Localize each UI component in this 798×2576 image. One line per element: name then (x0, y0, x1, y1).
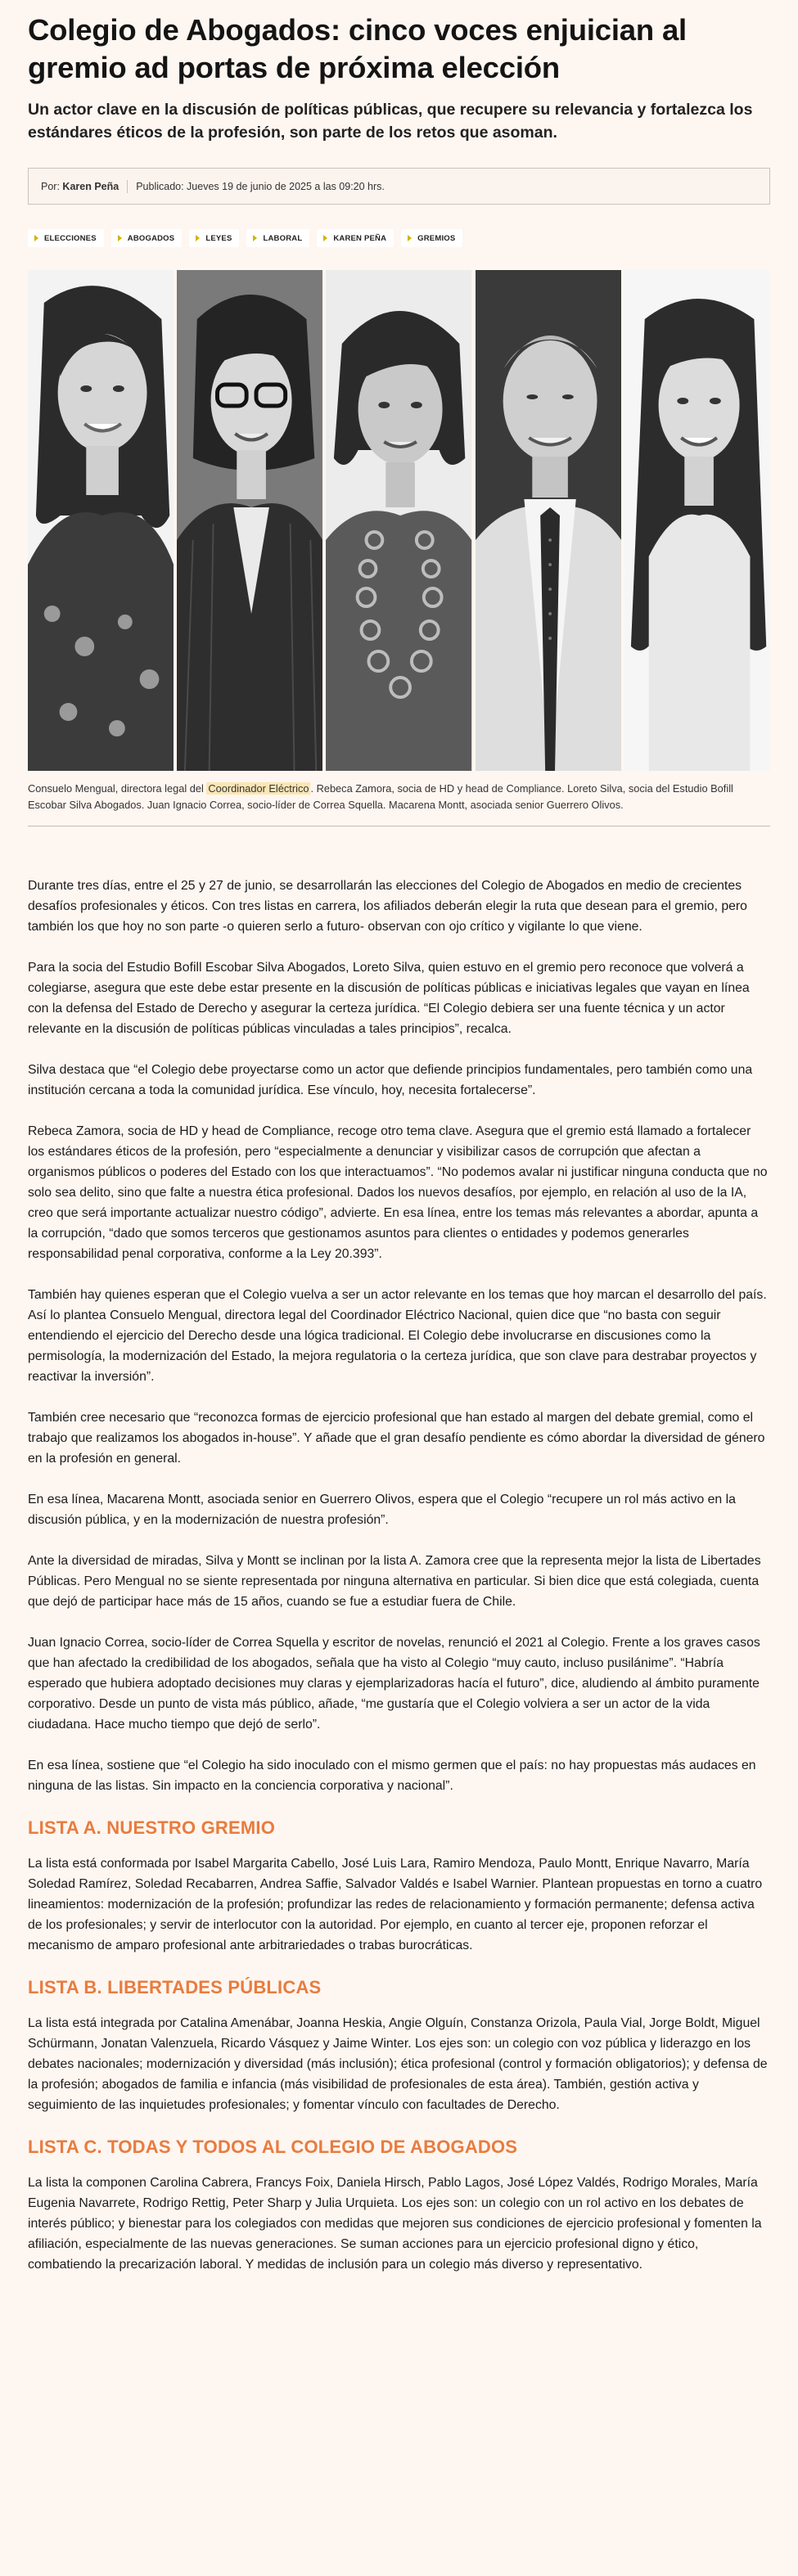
article-body (28, 876, 770, 2275)
portrait-4-image (476, 270, 621, 771)
section-text-lista-b: La lista está integrada por Catalina Amenábar, Joanna Heskia, Angie Olguín, Constanza Orizola, Paula Vial, Jorge Boldt, Miguel Schürmann, Jonatan Valenzuela, Ricardo Vásquez y Jaime Winter. Los ejes son: un colegio con voz pública y liderazgo en los debates nacionales; modernización y diversidad (más inclusión); ética profesional (control y formación obligatorios); y defensa de la profesión; abogados de familia e infancia (más visibilidad de profesionales de esta área). También, gestión activa y seguimiento de las inquietudes profesionales; y fomentar vínculo con facultades de Derecho. (28, 2016, 768, 2112)
portrait-3-image (326, 270, 471, 771)
article-lead: Un actor clave en la discusión de políticas públicas, que recupere su relevancia y fortalezca los estándares éticos de la profesión, son parte de los retos que asoman. (28, 101, 753, 142)
photo-caption: Consuelo Mengual, directora legal del Coordinador Eléctrico . Rebeca Zamora, socia de HD y head de Compliance. Loreto Silva, socia del Estudio Bofill Escobar Silva Abogados. Juan Ignacio Correa, socio-líder de Correa Squella. Macarena Montt, asociada senior Guerrero Olivos. (28, 782, 733, 811)
tag-gremios[interactable]: GREMIOS (401, 229, 462, 247)
portrait-5-image (624, 270, 770, 771)
paragraph: También hay quienes esperan que el Colegio vuelva a ser un actor relevante en los temas que hoy marcan el desarrollo del país. Así lo plantea Consuelo Mengual, directora legal del Coordinador Eléctrico Nacional, quien dice que “no basta con seguir entendiendo el ejercicio del Derecho desde una lógica tradicional. El Colegio debe involucrarse en discusiones como la permisología, la modernización del Estado, la mejora regulatoria o la certeza jurídica, que son clave para destrabar proyectos y reactivar la inversión”. (28, 1288, 767, 1384)
paragraph: Durante tres días, entre el 25 y 27 de junio, se desarrollarán las elecciones del Colegio de Abogados en medio de crecientes desafíos profesionales y éticos. Con tres listas en carrera, los afiliados deberán elegir la ruta que desean para el gremio, pero también los que hoy no son parte -o quieren serlo a futuro- observan con ojo crítico y vigilante lo que viene. (28, 879, 747, 934)
paragraph: Para la socia del Estudio Bofill Escobar Silva Abogados, Loreto Silva, quien estuvo en el gremio pero reconoce que volverá a colegiarse, asegura que este debe estar presente en la discusión de políticas públicas e iniciativas legales que vayan en línea con la defensa del Estado de Derecho y asegurar la certeza jurídica. “El Colegio debiera ser una fuente técnica y un actor relevante en la discusión de políticas públicas vinculadas a tales principios”, recalca. (28, 961, 750, 1036)
paragraph: Juan Ignacio Correa, socio-líder de Correa Squella y escritor de novelas, renunció el 2021 al Colegio. Frente a los graves casos que han afectado la credibilidad de los abogados, señala que ha visto al Colegio “muy cauto, incluso pusilánime”. “Habría esperado que hubiera adoptado decisiones muy claras y ejemplarizadoras hacía el futuro”, dice, aludiendo al ámbito puramente corporativo. Desde un punto de vista más público, añade, “me gustaría que el Colegio volviera a ser un actor de la vida ciudadana. Hace mucho tiempo que dejó de serlo”. (28, 1636, 760, 1732)
tag-marker-icon (196, 235, 200, 241)
article-meta (28, 168, 770, 205)
portrait-woman-long-hair (624, 270, 770, 771)
paragraph: Rebeca Zamora, socia de HD y head de Compliance, recoge otro tema clave. Asegura que el gremio está llamado a fortalecer los estándares éticos de la profesión, pero “especialmente a denunciar y visibilizar casos de corrupción que afectan a organismos públicos o poderes del Estado con los que interactuamos”. “No podemos avalar ni justificar ninguna conducta que no solo sea delito, sino que falte a nuestra ética profesional. Dados los nuevos desafíos, por ejemplo, en relación al uso de la IA, creo que será importante actualizar nuestro código”, advierte. En esa línea, entre los temas más relevantes a abordar, apunta a la corrupción, “dado que somos terceros que gestionamos asuntos para clientes o entidades y podemos generarles responsabilidad penal corporativa, conforme a la Ley 20.393”. (28, 1124, 768, 1261)
article-title: Colegio de Abogados: cinco voces enjuician al gremio ad portas de próxima elección (28, 13, 687, 84)
portrait-woman-glasses (177, 270, 322, 771)
portrait-2-image (177, 270, 322, 771)
portrait-woman-necklace (326, 270, 471, 771)
section-text-lista-c: La lista la componen Carolina Cabrera, Francys Foix, Daniela Hirsch, Pablo Lagos, José López Valdés, Rodrigo Morales, María Eugenia Navarrete, Rodrigo Rettig, Peter Sharp y Julia Urquieta. Los ejes son: un colegio con un rol activo en los debates de interés público; y bienestar para los colegiados con medidas que mejoren sus condiciones de ejercicio profesional y fomenten la afiliación, especialmente de las nuevas generaciones. Se suman acciones para un ejercicio profesional digno y ético, combatiendo la precarización laboral. Y medidas de inclusión para un colegio más diverso y representativo. (28, 2176, 762, 2272)
published-date: Publicado: Jueves 19 de junio de 2025 a las 09:20 hrs. (136, 180, 385, 192)
paragraph: También cree necesario que “reconozca formas de ejercicio profesional que han estado al margen del debate gremial, como el trabajo que realizamos los abogados in-house”. Y añade que el gran desafío pendiente es cómo abordar la diversidad de género en la profesión en general. (28, 1411, 765, 1466)
tag-laboral[interactable]: LABORAL (246, 229, 309, 247)
paragraph: En esa línea, Macarena Montt, asociada senior en Guerrero Olivos, espera que el Colegio “recupere un rol más activo en la discusión pública, y en la modernización de nuestra profesión”. (28, 1493, 736, 1527)
section-heading-lista-a: LISTA A. NUESTRO GREMIO (28, 1817, 276, 1838)
tag-marker-icon (408, 235, 412, 241)
tag-marker-icon (323, 235, 327, 241)
tag-marker-icon (253, 235, 257, 241)
paragraph: En esa línea, sostiene que “el Colegio ha sido inoculado con el mismo germen que el país: no hay propuestas más audaces en ninguna de las listas. Sin impacto en la conciencia corporativa y nacional”. (28, 1759, 756, 1793)
portrait-1-image (28, 270, 174, 771)
tag-marker-icon (118, 235, 122, 241)
paragraph: Silva destaca que “el Colegio debe proyectarse como un actor que defiende principios fundamentales, pero también como una institución cercana a toda la comunidad jurídica. Ese vínculo, hoy, necesita fortalecerse”. (28, 1063, 753, 1097)
tag-elecciones[interactable]: ELECCIONES (28, 229, 104, 247)
tag-leyes[interactable]: LEYES (189, 229, 239, 247)
portrait-man-gray-hair (476, 270, 621, 771)
portrait-woman-dark-hair (28, 270, 174, 771)
paragraph: Ante la diversidad de miradas, Silva y Montt se inclinan por la lista A. Zamora cree que la representa mejor la lista de Libertades Públicas. Pero Mengual no se siente representada por ninguna alternativa en particular. Si bien dice que está colegiada, cuenta que dejó de participar hace más de 15 años, cuando se fue a estudiar fuera de Chile. (28, 1554, 761, 1609)
tag-list (28, 224, 770, 252)
tag-karen-pena[interactable]: KAREN PEÑA (317, 229, 394, 247)
article-photo-collage (28, 270, 770, 771)
section-heading-lista-c: LISTA C. TODAS Y TODOS AL COLEGIO DE ABOGADOS (28, 2137, 518, 2157)
section-text-lista-a: La lista está conformada por Isabel Margarita Cabello, José Luis Lara, Ramiro Mendoza, Paulo Montt, Enrique Navarro, María Soledad Ramírez, Soledad Recabarren, Andrea Saffie, Salvador Valdés e Isabel Warnier. Plantean propuestas en torno a cuatro lineamientos: modernización de la profesión; profundizar las redes de relacionamiento y formación permanente; defensa activa de los profesionales; y servir de interlocutor con la autoridad. Por ejemplo, en cuanto al tercer eje, proponen reforzar el mecanismo de amparo profesional ante arbitrariedades o trabas burocráticas. (28, 1857, 763, 1952)
meta-divider (127, 180, 128, 193)
byline-prefix: Por: (41, 180, 60, 192)
tag-marker-icon (34, 235, 38, 241)
author-link[interactable]: Karen Peña (62, 180, 119, 192)
section-heading-lista-b: LISTA B. LIBERTADES PÚBLICAS (28, 1977, 322, 1997)
tag-abogados[interactable]: ABOGADOS (111, 229, 183, 247)
caption-link-coordinador[interactable]: Coordinador Eléctrico (208, 782, 309, 795)
